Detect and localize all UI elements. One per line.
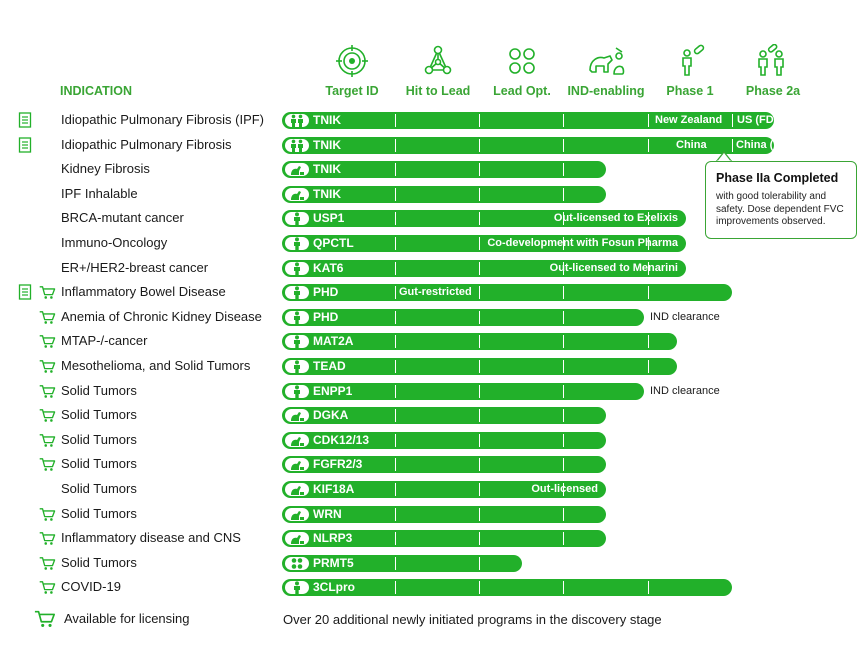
phase-divider bbox=[395, 262, 396, 275]
progress-bar bbox=[282, 506, 606, 523]
phase-divider bbox=[563, 335, 564, 348]
person-model-icon bbox=[285, 335, 309, 348]
cart-icon bbox=[39, 555, 56, 572]
progress-bar bbox=[282, 284, 732, 301]
person-model-icon bbox=[285, 212, 309, 225]
progress-bar bbox=[282, 333, 677, 350]
target-label: NLRP3 bbox=[313, 531, 353, 545]
cart-icon bbox=[39, 407, 56, 424]
footer-note: Over 20 additional newly initiated programs in the discovery stage bbox=[283, 612, 662, 627]
molecule-icon bbox=[505, 44, 539, 78]
indication-label: Solid Tumors bbox=[61, 506, 137, 521]
phase-divider bbox=[479, 557, 480, 570]
progress-bar bbox=[282, 210, 686, 227]
phase-divider bbox=[563, 114, 564, 127]
target-label: PHD bbox=[313, 310, 339, 324]
phase-divider bbox=[563, 360, 564, 373]
progress-bar bbox=[282, 481, 606, 498]
indication-label: Solid Tumors bbox=[61, 432, 137, 447]
phase-divider bbox=[395, 557, 396, 570]
indication-header: INDICATION bbox=[60, 84, 132, 98]
target-label: TEAD bbox=[313, 359, 346, 373]
phase-divider bbox=[479, 360, 480, 373]
phase-divider bbox=[563, 139, 564, 152]
phase-divider bbox=[395, 483, 396, 496]
target-label: 3CLpro bbox=[313, 580, 355, 594]
person-model-icon bbox=[285, 581, 309, 594]
cart-icon bbox=[39, 579, 56, 596]
cart-icon bbox=[39, 284, 56, 301]
animal-model-icon bbox=[285, 458, 309, 471]
progress-bar bbox=[282, 407, 606, 424]
callout-body: with good tolerability and safety. Dose dependent FVC improvements observed. bbox=[716, 191, 844, 227]
phase-divider bbox=[563, 458, 564, 471]
bar-annotation: New Zealand bbox=[655, 114, 723, 126]
phase-divider bbox=[563, 385, 564, 398]
animal-model-icon bbox=[285, 483, 309, 496]
cart-icon bbox=[39, 456, 56, 473]
phase-divider bbox=[395, 458, 396, 471]
phase-label: Target ID bbox=[325, 84, 379, 98]
phase-divider bbox=[395, 360, 396, 373]
person-model-icon bbox=[285, 385, 309, 398]
phase-divider bbox=[648, 286, 649, 299]
target-label: MAT2A bbox=[313, 334, 354, 348]
progress-bar bbox=[282, 309, 644, 326]
phase-label: Phase 1 bbox=[666, 84, 714, 98]
phase-divider bbox=[648, 139, 649, 152]
indication-label: IPF Inhalable bbox=[61, 186, 138, 201]
person-model-icon bbox=[285, 286, 309, 299]
animal-model-icon bbox=[285, 434, 309, 447]
phase-divider bbox=[479, 139, 480, 152]
progress-bar bbox=[282, 137, 809, 154]
lab-animals-icon bbox=[586, 44, 626, 78]
phase-divider bbox=[563, 286, 564, 299]
network-icon bbox=[421, 44, 455, 78]
phase-divider bbox=[395, 508, 396, 521]
target-label: DGKA bbox=[313, 408, 349, 422]
phase-divider bbox=[479, 188, 480, 201]
animal-model-icon bbox=[285, 508, 309, 521]
person-pill-icon bbox=[673, 44, 707, 78]
phase-divider bbox=[395, 286, 396, 299]
phase-divider bbox=[563, 188, 564, 201]
phase-divider bbox=[648, 360, 649, 373]
phase-divider bbox=[395, 434, 396, 447]
phase-divider bbox=[395, 311, 396, 324]
animal-model-icon bbox=[285, 532, 309, 545]
bar-annotation: Gut-restricted bbox=[399, 286, 472, 298]
target-label: CDK12/13 bbox=[313, 433, 370, 447]
progress-bar bbox=[282, 555, 522, 572]
phase-label: Phase 2a bbox=[745, 84, 801, 98]
bar-annotation: China bbox=[676, 139, 707, 151]
bar-annotation: IND clearance bbox=[650, 385, 720, 397]
target-label: TNIK bbox=[313, 113, 341, 127]
document-icon bbox=[17, 112, 33, 128]
phase-divider bbox=[395, 114, 396, 127]
person-model-icon bbox=[285, 360, 309, 373]
target-label: TNIK bbox=[313, 187, 341, 201]
phase-label: Lead Opt. bbox=[493, 84, 551, 98]
cart-icon bbox=[39, 530, 56, 547]
phase-divider bbox=[563, 532, 564, 545]
target-label: KAT6 bbox=[313, 261, 344, 275]
bar-annotation: Co-development with Fosun Pharma bbox=[487, 237, 678, 249]
phase-divider bbox=[479, 483, 480, 496]
target-label: TNIK bbox=[313, 162, 341, 176]
bar-annotation: IND clearance bbox=[650, 311, 720, 323]
phase-divider bbox=[648, 114, 649, 127]
cart-icon bbox=[39, 432, 56, 449]
indication-label: ER+/HER2-breast cancer bbox=[61, 260, 209, 275]
indication-label: Idiopathic Pulmonary Fibrosis (IPF) bbox=[61, 112, 265, 127]
phase-divider bbox=[395, 237, 396, 250]
phase-divider bbox=[395, 139, 396, 152]
animal-model-icon bbox=[285, 409, 309, 422]
progress-bar bbox=[282, 456, 606, 473]
bar-annotation: Out-licensed to Exelixis bbox=[553, 212, 678, 224]
phase-divider bbox=[479, 114, 480, 127]
progress-bar bbox=[282, 161, 606, 178]
person-model-icon bbox=[285, 311, 309, 324]
progress-bar bbox=[282, 579, 732, 596]
target-label: TNIK bbox=[313, 138, 341, 152]
cart-icon bbox=[39, 333, 56, 350]
progress-bar bbox=[282, 530, 606, 547]
bar-annotation: US (FDA) bbox=[737, 114, 786, 126]
phase-divider bbox=[479, 409, 480, 422]
phase-divider bbox=[648, 581, 649, 594]
cart-icon bbox=[39, 383, 56, 400]
indication-label: Solid Tumors bbox=[61, 555, 137, 570]
phase-divider bbox=[395, 409, 396, 422]
phase-divider bbox=[479, 262, 480, 275]
molecule-model-icon bbox=[285, 557, 309, 570]
animal-model-icon bbox=[285, 163, 309, 176]
indication-label: Inflammatory Bowel Disease bbox=[61, 284, 226, 299]
phase-divider bbox=[479, 532, 480, 545]
bar-annotation: Out-licensed to Menarini bbox=[549, 262, 678, 274]
person-model-icon bbox=[285, 262, 309, 275]
phase-divider bbox=[479, 458, 480, 471]
progress-bar bbox=[282, 432, 606, 449]
indication-label: Solid Tumors bbox=[61, 407, 137, 422]
callout-title: Phase IIa Completed bbox=[716, 171, 839, 185]
phase-divider bbox=[479, 286, 480, 299]
indication-label: Solid Tumors bbox=[61, 456, 137, 471]
phase-divider bbox=[479, 311, 480, 324]
target-label: USP1 bbox=[313, 211, 345, 225]
phase-divider bbox=[563, 434, 564, 447]
phase-divider bbox=[395, 163, 396, 176]
phase-divider bbox=[479, 163, 480, 176]
document-icon bbox=[17, 284, 33, 300]
animal-model-icon bbox=[285, 188, 309, 201]
target-label: ENPP1 bbox=[313, 384, 353, 398]
indication-label: Solid Tumors bbox=[61, 481, 137, 496]
cart-icon bbox=[39, 309, 56, 326]
phase-divider bbox=[395, 335, 396, 348]
indication-label: Idiopathic Pulmonary Fibrosis bbox=[61, 137, 232, 152]
indication-label: Anemia of Chronic Kidney Disease bbox=[61, 309, 262, 324]
phase-divider bbox=[563, 508, 564, 521]
phase-divider bbox=[479, 385, 480, 398]
target-label: PRMT5 bbox=[313, 556, 354, 570]
phase-divider bbox=[732, 114, 733, 127]
progress-bar bbox=[282, 260, 686, 277]
indication-label: MTAP-/-cancer bbox=[61, 333, 148, 348]
bar-annotation: Out-licensed bbox=[531, 483, 598, 495]
cart-icon bbox=[34, 608, 56, 630]
document-icon bbox=[17, 137, 33, 153]
cart-icon bbox=[39, 506, 56, 523]
phase-divider bbox=[479, 237, 480, 250]
phase-divider bbox=[479, 581, 480, 594]
indication-label: Immuno-Oncology bbox=[61, 235, 168, 250]
phase-divider bbox=[395, 188, 396, 201]
progress-bar bbox=[282, 186, 606, 203]
indication-label: Inflammatory disease and CNS bbox=[61, 530, 241, 545]
phase-divider bbox=[563, 581, 564, 594]
phase-divider bbox=[563, 163, 564, 176]
person-model-icon bbox=[285, 237, 309, 250]
phase-divider bbox=[479, 434, 480, 447]
bar-annotation: China (NMPA) bbox=[736, 139, 809, 151]
people-model-icon bbox=[285, 139, 309, 152]
target-label: FGFR2/3 bbox=[313, 457, 363, 471]
target-label: QPCTL bbox=[313, 236, 354, 250]
phase-divider bbox=[563, 409, 564, 422]
phase-divider bbox=[648, 335, 649, 348]
legend-label: Available for licensing bbox=[64, 611, 190, 626]
target-label: KIF18A bbox=[313, 482, 355, 496]
indication-label: BRCA-mutant cancer bbox=[61, 210, 184, 225]
indication-label: Kidney Fibrosis bbox=[61, 161, 150, 176]
phase-divider bbox=[395, 532, 396, 545]
target-label: WRN bbox=[313, 507, 342, 521]
indication-label: Mesothelioma, and Solid Tumors bbox=[61, 358, 251, 373]
phase-divider bbox=[479, 335, 480, 348]
phase-divider bbox=[395, 212, 396, 225]
cart-icon bbox=[39, 358, 56, 375]
phase-label: IND-enabling bbox=[567, 84, 645, 98]
people-model-icon bbox=[285, 114, 309, 127]
phase-label: Hit to Lead bbox=[405, 84, 471, 98]
people-pill-icon bbox=[753, 44, 793, 78]
indication-label: COVID-19 bbox=[61, 579, 121, 594]
phase-divider bbox=[479, 212, 480, 225]
progress-bar bbox=[282, 235, 686, 252]
phase-divider bbox=[395, 385, 396, 398]
phase-divider bbox=[479, 508, 480, 521]
phase-divider bbox=[395, 581, 396, 594]
target-label: PHD bbox=[313, 285, 339, 299]
progress-bar bbox=[282, 112, 786, 129]
phase-divider bbox=[563, 311, 564, 324]
progress-bar bbox=[282, 358, 677, 375]
phase2a-callout bbox=[705, 161, 857, 239]
indication-label: Solid Tumors bbox=[61, 383, 137, 398]
target-icon bbox=[335, 44, 369, 78]
progress-bar bbox=[282, 383, 644, 400]
